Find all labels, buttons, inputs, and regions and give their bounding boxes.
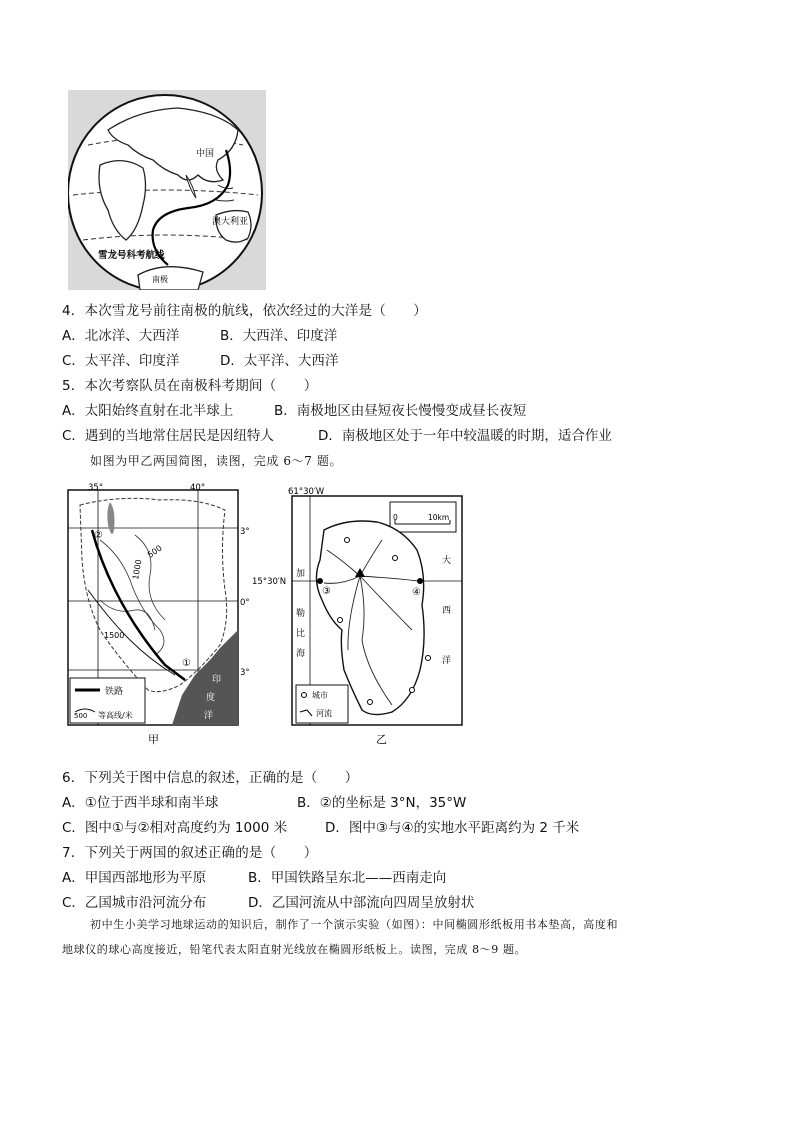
- ocean-char-3: 洋: [204, 711, 214, 721]
- q4-option-d[interactable]: D．太平洋、大西洋: [220, 353, 339, 369]
- q6-stem: 6．下列关于图中信息的叙述，正确的是（ ）: [62, 770, 359, 786]
- east-char-2: 西: [442, 606, 452, 616]
- q7-stem: 7．下列关于两国的叙述正确的是（ ）: [62, 845, 318, 861]
- q5-option-d[interactable]: D．南极地区处于一年中较温暖的时期，适合作业: [318, 428, 612, 444]
- lat-3s-label: 3°: [240, 668, 250, 678]
- south-pole-label: 南极: [152, 275, 168, 284]
- legend-city: 城市: [312, 691, 328, 700]
- map-jia-caption: 甲: [148, 733, 159, 746]
- lon-35-label: 35°: [88, 483, 104, 493]
- west-char-1: 加: [296, 569, 306, 579]
- legend-railway: 铁路: [105, 687, 124, 697]
- west-char-2: 勒: [296, 609, 306, 619]
- lat-label: 15°30′N: [252, 577, 287, 587]
- lon-label: 61°30′W: [288, 487, 325, 497]
- intro-6-7: 如图为甲乙两国简图，读图，完成 6～7 题。: [90, 454, 343, 468]
- q4-option-c[interactable]: C．太平洋、印度洋: [62, 353, 180, 369]
- q4-option-b[interactable]: B．大西洋、印度洋: [220, 328, 338, 344]
- contour-1000-label: 1000: [131, 558, 144, 581]
- west-char-3: 比: [296, 629, 306, 639]
- ocean-char-1: 印: [212, 675, 222, 685]
- scale-zero: 0: [393, 513, 398, 522]
- circle-4-marker: ④: [412, 587, 421, 598]
- route-label: 雪龙号科考航线: [98, 250, 165, 261]
- q5-option-b[interactable]: B．南极地区由昼短夜长慢慢变成昼长夜短: [274, 403, 527, 419]
- globe-route-figure: [68, 90, 266, 290]
- circle-3-marker: ③: [322, 586, 331, 597]
- q6-option-d[interactable]: D．图中③与④的实地水平距离约为 2 千米: [325, 820, 580, 836]
- q4-option-a[interactable]: A．北冰洋、大西洋: [62, 328, 180, 344]
- east-char-1: 大: [442, 556, 452, 566]
- china-label: 中国: [196, 149, 215, 159]
- q7-option-a[interactable]: A．甲国西部地形为平原: [62, 870, 207, 886]
- intro-8-9-line2: 地球仪的球心高度接近，铅笔代表太阳直射光线放在椭圆形纸板上。读图，完成 8～9 题。: [62, 943, 527, 956]
- q7-option-b[interactable]: B．甲国铁路呈东北——西南走向: [248, 870, 447, 886]
- q5-stem: 5．本次考察队员在南极科考期间（ ）: [62, 378, 318, 394]
- map-jia: [60, 480, 250, 750]
- contour-1500-label: 1500: [104, 631, 125, 640]
- lat-3n-label: 3°: [240, 527, 250, 537]
- q5-option-c[interactable]: C．遇到的当地常住居民是因纽特人: [62, 428, 274, 444]
- q6-option-c[interactable]: C．图中①与②相对高度约为 1000 米: [62, 820, 288, 836]
- q7-option-d[interactable]: D．乙国河流从中部流向四周呈放射状: [248, 895, 475, 911]
- lon-40-label: 40°: [190, 483, 206, 493]
- west-char-4: 海: [296, 649, 306, 659]
- east-char-3: 洋: [442, 656, 452, 666]
- australia-label: 澳大利亚: [212, 217, 249, 227]
- map-yi: [252, 480, 467, 750]
- ocean-char-2: 度: [206, 693, 216, 703]
- q7-option-c[interactable]: C．乙国城市沿河流分布: [62, 895, 207, 911]
- lat-0-label: 0°: [240, 598, 250, 608]
- legend-river: 河流: [316, 709, 332, 718]
- legend-contour: 等高线/米: [98, 711, 133, 720]
- q4-stem: 4．本次雪龙号前往南极的航线，依次经过的大洋是（ ）: [62, 303, 427, 319]
- scale-10km: 10km: [428, 513, 450, 522]
- contour-500-label: 500: [145, 543, 164, 560]
- intro-8-9-line1: 初中生小美学习地球运动的知识后，制作了一个演示实验（如图）：中间椭圆形纸板用书本垫高，高度和: [90, 918, 619, 931]
- q6-option-b[interactable]: B．②的坐标是 3°N，35°W: [297, 795, 467, 811]
- legend-contour-value: 500: [74, 712, 88, 720]
- circle-1-marker: ①: [182, 658, 191, 669]
- map-yi-caption: 乙: [376, 733, 387, 746]
- q6-option-a[interactable]: A．①位于西半球和南半球: [62, 795, 219, 811]
- q5-option-a[interactable]: A．太阳始终直射在北半球上: [62, 403, 234, 419]
- circle-2-marker: ②: [94, 530, 103, 541]
